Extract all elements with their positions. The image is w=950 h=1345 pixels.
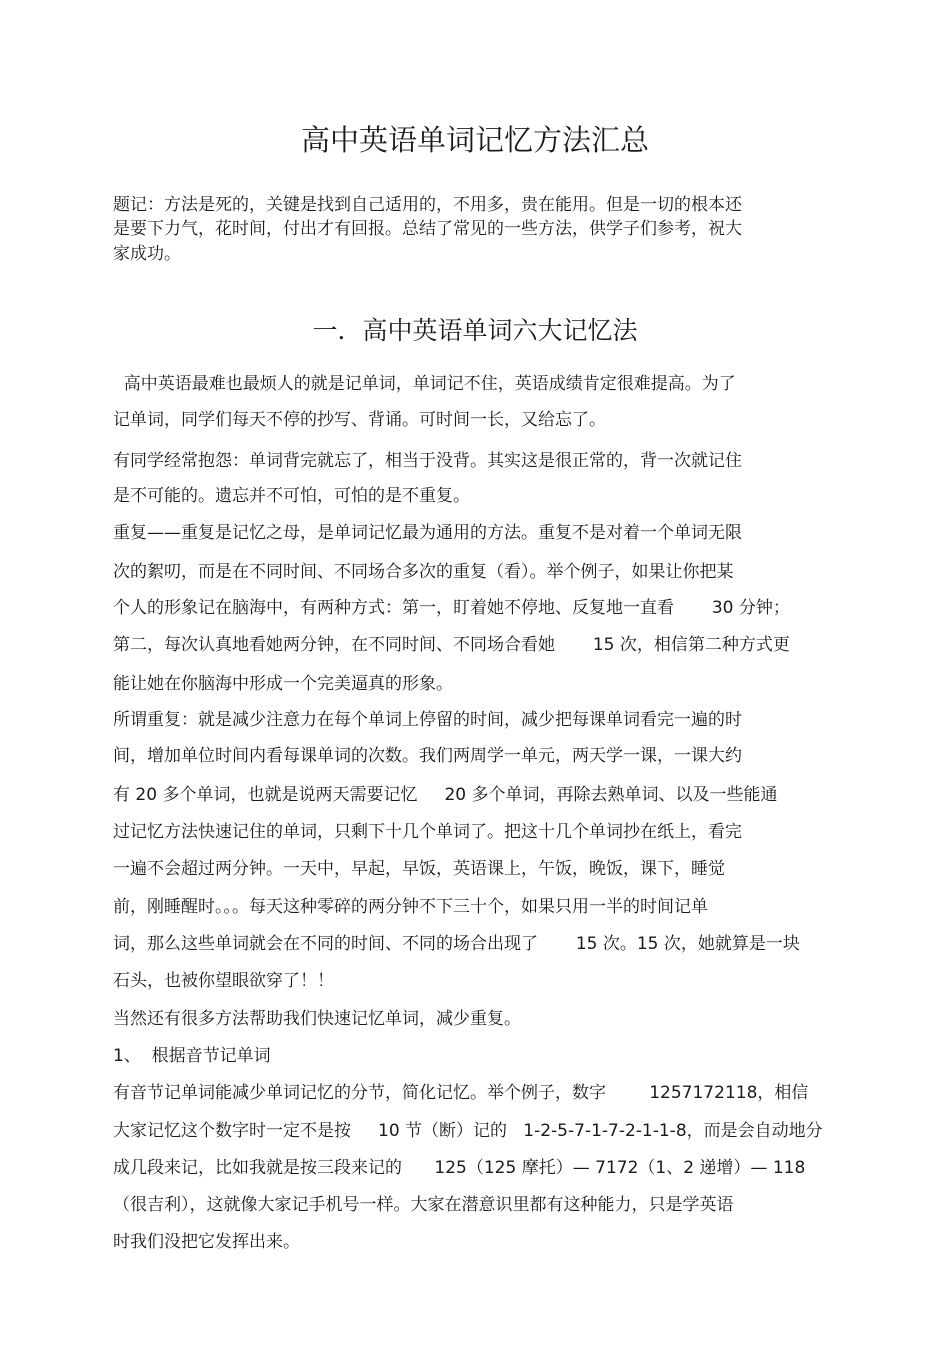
body-line: 记单词，同学们每天不停的抄写、背诵。可时间一长，又给忘了。 [113,410,606,430]
list-heading: 1、 根据音节记单词 [113,1046,271,1066]
body-line: 当然还有很多方法帮助我们快速记忆单词，减少重复。 [113,1009,521,1029]
body-line: 有同学经常抱怨：单词背完就忘了，相当于没背。其实这是很正常的，背一次就记住 [113,451,742,471]
body-line: 所谓重复：就是减少注意力在每个单词上停留的时间，减少把每课单词看完一遍的时 [113,710,742,730]
body-line: 有音节记单词能减少单词记忆的分节，简化记忆。举个例子，数字 1257172118，相信 [113,1083,809,1103]
body-line: 是不可能的。遗忘并不可怕，可怕的是不重复。 [113,486,470,506]
body-line: 石头，也被你望眼欲穿了！！ [113,971,334,991]
body-line: 重复——重复是记忆之母，是单词记忆最为通用的方法。重复不是对着一个单词无限 [113,523,742,543]
body-line: 词，那么这些单词就会在不同的时间、不同的场合出现了 15 次。15 次，她就算是一块 [113,934,800,954]
body-line: 第二，每次认真地看她两分钟，在不同时间、不同场合看她 15 次，相信第二种方式更 [113,635,790,655]
body-line: 前，刚睡醒时。。。每天这种零碎的两分钟不下三十个，如果只用一半的时间记单 [113,897,708,917]
body-line: 成几段来记，比如我就是按三段来记的 125（125 摩托）— 7172（1、2 递增）— 118 [113,1158,806,1178]
body-line: 过记忆方法快速记住的单词，只剩下十几个单词了。把这十几个单词抄在纸上，看完 [113,822,742,842]
body-line: 间，增加单位时间内看每课单词的次数。我们两周学一单元，两天学一课，一课大约 [113,746,742,766]
body-line: 时我们没把它发挥出来。 [113,1232,300,1252]
section-title: 一．高中英语单词六大记忆法 [312,316,638,345]
body-line: 一遍不会超过两分钟。一天中，早起，早饭，英语课上，午饭，晚饭，课下，睡觉 [113,859,725,879]
body-line: 能让她在你脑海中形成一个完美逼真的形象。 [113,674,453,694]
intro-line: 题记：方法是死的，关键是找到自己适用的，不用多，贵在能用。但是一切的根本还 [113,195,742,215]
page-title: 高中英语单词记忆方法汇总 [300,123,649,157]
body-line: 有 20 多个单词，也就是说两天需要记忆 20 多个单词，再除去熟单词、以及一些能通 [113,785,778,805]
intro-line: 是要下力气，花时间，付出才有回报。总结了常见的一些方法，供学子们参考，祝大 [113,219,742,239]
body-line: 大家记忆这个数字时一定不是按 10 节（断）记的 1-2-5-7-1-7-2-1-1-8，而是会自动地分 [113,1121,823,1141]
body-line: （很吉利），这就像大家记手机号一样。大家在潜意识里都有这种能力，只是学英语 [113,1195,734,1215]
body-line: 次的絮叨，而是在不同时间、不同场合多次的重复（看）。举个例子，如果让你把某 [113,562,734,582]
intro-line: 家成功。 [113,244,181,264]
body-line: 高中英语最难也最烦人的就是记单词，单词记不住，英语成绩肯定很难提高。为了 [113,374,736,394]
body-line: 个人的形象记在脑海中，有两种方式：第一，盯着她不停地、反复地一直看 30 分钟； [113,598,790,618]
